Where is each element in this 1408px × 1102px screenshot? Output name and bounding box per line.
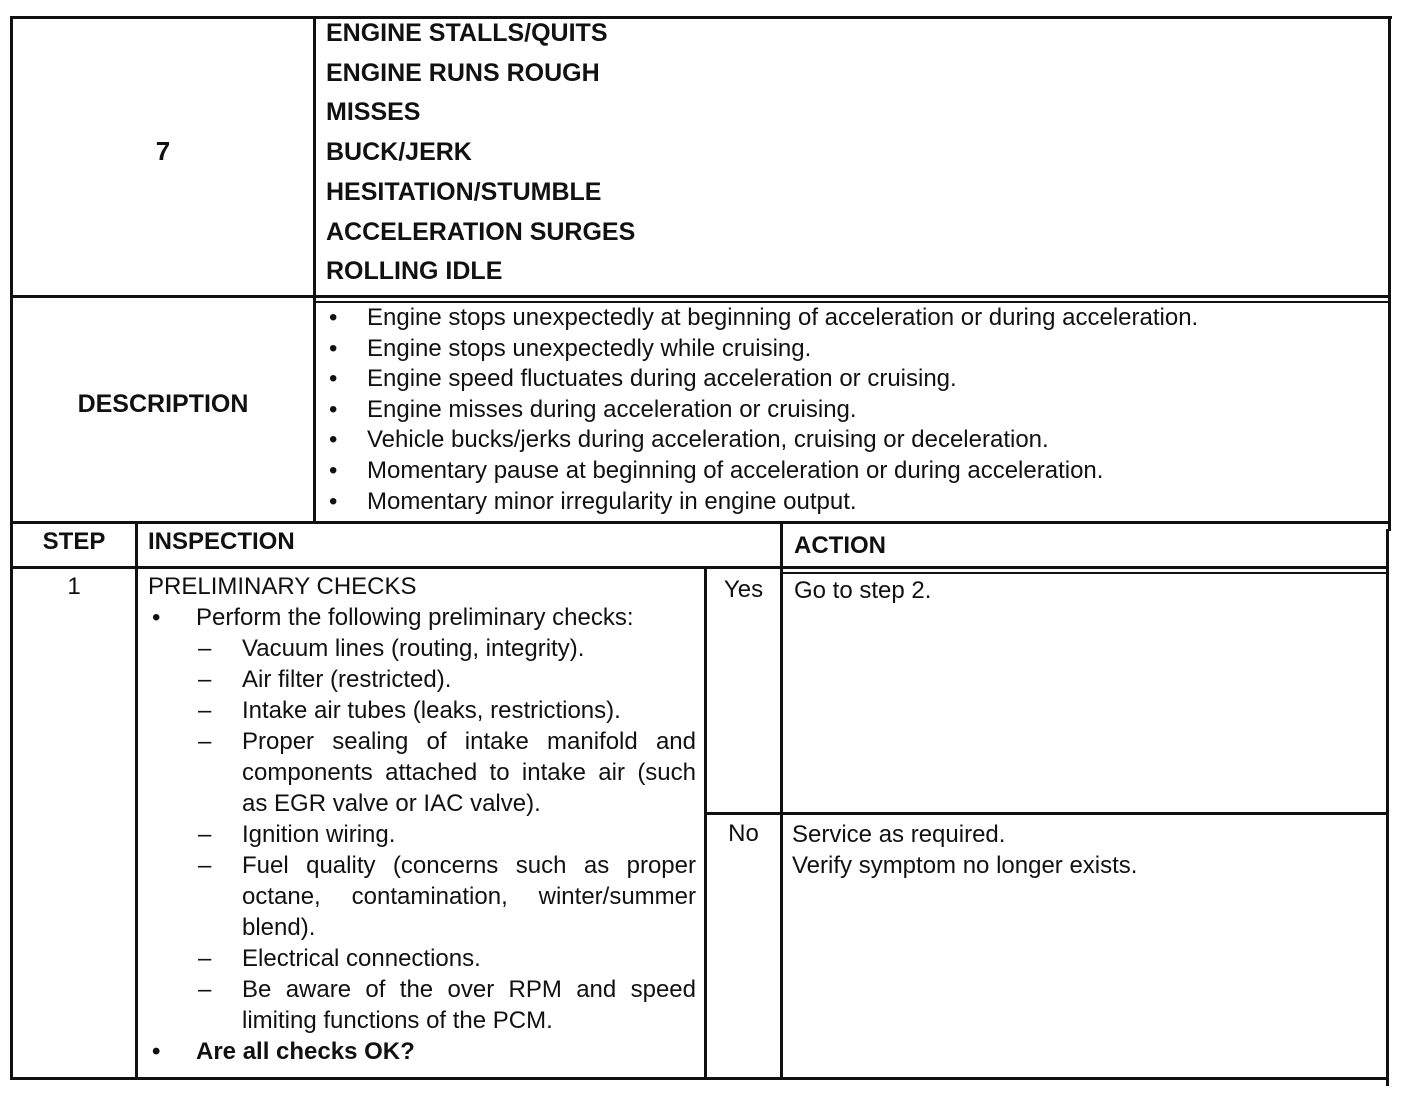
check-text: Intake air tubes (leaks, restrictions). [242,697,621,724]
no-action-line: Verify symptom no longer exists. [792,852,1138,879]
check-text: Be aware of the over RPM and speed limiting functions of the PCM. [242,976,696,1034]
inspection-item [148,602,696,1036]
description-item [321,487,1381,518]
description-text: Engine misses during acceleration or cruising. [367,395,857,423]
action-header: ACTION [794,532,886,559]
check-text: Proper sealing of intake manifold and components attached to intake air (such as EGR valve or IAC valve). [242,728,696,817]
border-right-upper [1388,16,1391,531]
bullet-icon: • [329,365,338,393]
description-text: Momentary minor irregularity in engine output. [367,487,857,515]
step-number: 1 [67,573,81,600]
inspection-content [148,571,696,1067]
symptom-number: 7 [155,136,171,166]
description-text: Momentary pause at beginning of acceleration or during acceleration. [367,456,1104,484]
description-text: Engine stops unexpectedly at beginning of acceleration or during acceleration. [367,304,1199,331]
bullet-icon: • [329,304,338,331]
description-text: Vehicle bucks/jerks during acceleration, cruising or deceleration. [367,426,1049,454]
description-text: Engine stops unexpectedly while cruising. [367,334,812,362]
action-column-divider [780,521,783,1080]
border-bottom [10,1077,1388,1080]
description-item [321,395,1381,426]
no-label: No [728,820,759,847]
check-item: – Electrical connections. [198,945,481,972]
bullet-icon: • [152,1038,161,1065]
check-text: Vacuum lines (routing, integrity). [242,635,585,662]
symptom-title: ENGINE RUNS ROUGH [326,58,600,87]
bullet-icon: • [329,456,338,484]
inspection-intro: Perform the following preliminary checks: [196,604,634,631]
check-item: – Proper sealing of intake manifold and components attached to intake air (such as EGR valve or IAC valve). [198,728,696,817]
symptom-divider [10,295,1390,298]
symptom-title: HESITATION/STUMBLE [326,177,602,206]
header-divider [10,566,1388,569]
description-item [321,456,1381,487]
description-item [321,334,1381,365]
inspection-question: Are all checks OK? [196,1038,415,1065]
description-list [321,303,1381,517]
bullet-icon: • [329,487,338,515]
check-text: Air filter (restricted). [242,666,452,693]
check-text: Electrical connections. [242,945,481,972]
check-item: – Fuel quality (concerns such as proper octane, contamination, winter/summer blend). [198,852,696,941]
check-text: Ignition wiring. [242,821,396,848]
no-action-line: Service as required. [792,821,1006,848]
yes-label: Yes [723,576,764,603]
bullet-icon: • [329,334,338,362]
inspection-list [148,602,696,1067]
symptom-title: ACCELERATION SURGES [326,217,636,246]
inspection-header: INSPECTION [148,528,295,555]
no-action [792,819,1372,881]
bullet-icon: • [329,395,338,423]
description-item [321,425,1381,456]
label-column-divider [313,16,316,521]
bullet-icon: • [329,426,338,454]
check-item: – Air filter (restricted). [198,666,452,693]
troubleshooting-document [10,14,1392,1086]
bullet-icon: • [152,604,161,631]
description-item [321,303,1381,334]
check-item: – Be aware of the over RPM and speed limiting functions of the PCM. [198,976,696,1034]
check-text: Fuel quality (concerns such as proper octane, contamination, winter/summer blend). [242,852,696,941]
yes-no-divider [704,812,1388,815]
check-item: – Vacuum lines (routing, integrity). [198,635,585,662]
inspection-question-item [148,1036,696,1067]
symptom-title-list [326,14,1326,292]
symptom-title: BUCK/JERK [326,138,472,167]
symptom-title: ENGINE STALLS/QUITS [326,19,608,47]
description-text: Engine speed fluctuates during acceleration or cruising. [367,365,957,393]
yes-action: Go to step 2. [794,577,932,604]
check-list [196,633,696,1036]
description-divider [10,521,1390,524]
check-item: – Ignition wiring. [198,821,396,848]
symptom-title: MISSES [326,98,421,127]
description-item [321,364,1381,395]
inspection-title: PRELIMINARY CHECKS [148,573,417,600]
action-header-underline [783,572,1386,574]
border-right-lower [1386,529,1389,1086]
description-label: DESCRIPTION [77,390,249,418]
step-header: STEP [42,528,106,555]
symptom-title: ROLLING IDLE [326,257,503,286]
step-column-divider [135,521,138,1080]
check-item: – Intake air tubes (leaks, restrictions). [198,697,621,724]
